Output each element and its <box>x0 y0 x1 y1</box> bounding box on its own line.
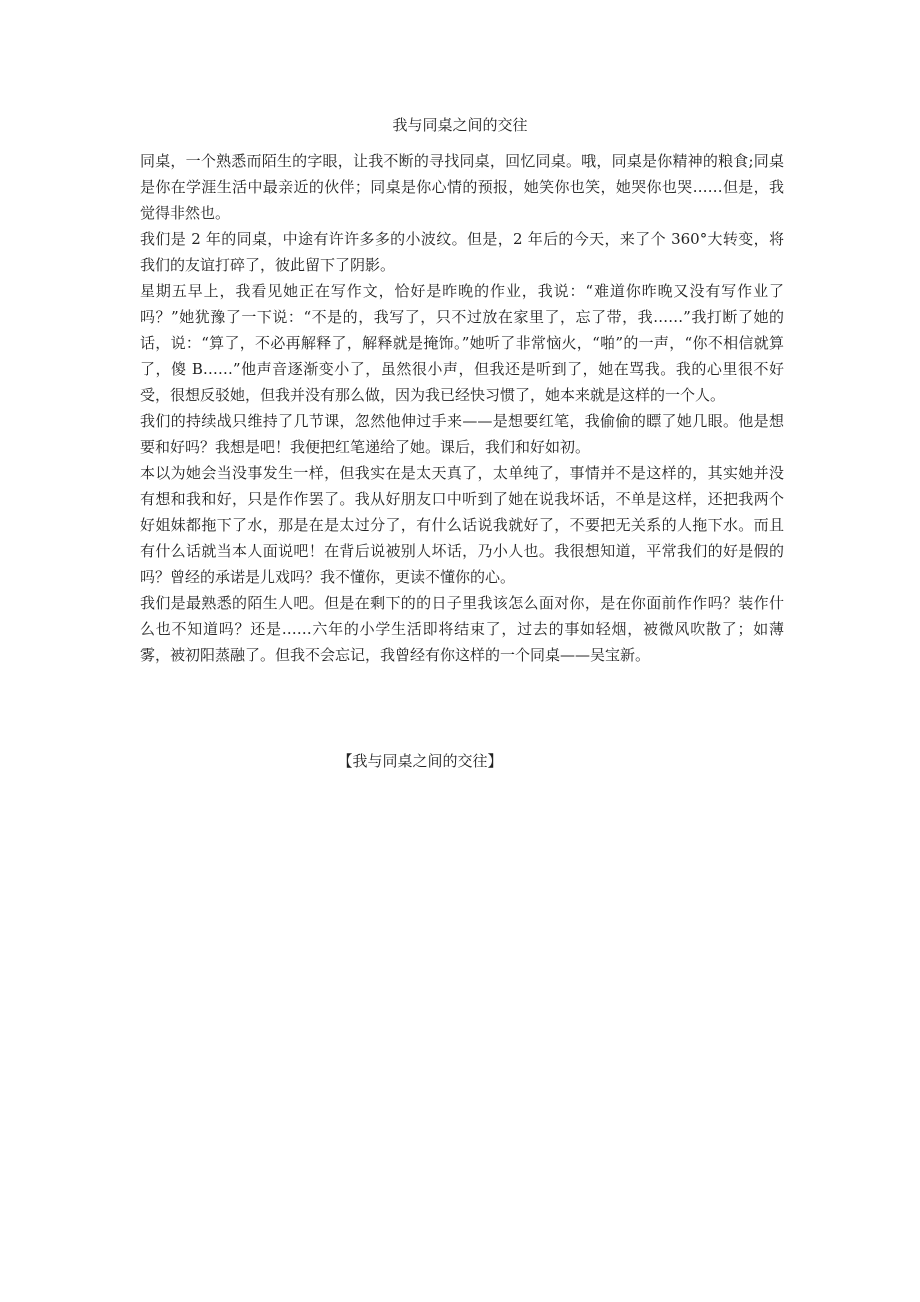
paragraph-6: 我们是最熟悉的陌生人吧。但是在剩下的的日子里我该怎么面对你，是在你面前作作吗？装作什么也不知道吗？还是……六年的小学生活即将结束了，过去的事如轻烟，被微风吹散了；如薄雾，被初阳蒸融了。但我不会忘记，我曾经有你这样的一个同桌——吴宝新。 <box>140 594 784 664</box>
paragraph-4: 我们的持续战只维持了几节课，忽然他伸过手来——是想要红笔，我偷偷的瞟了她几眼。他是想要和好吗？我想是吧！我便把红笔递给了她。课后，我们和好如初。 <box>140 412 784 456</box>
paragraph-2: 我们是 2 年的同桌，中途有许许多多的小波纹。但是，2 年后的今天，来了个 360°大转变，将我们的友谊打碎了，彼此留下了阴影。 <box>140 230 784 274</box>
paragraph-1: 同桌，一个熟悉而陌生的字眼，让我不断的寻找同桌，回忆同桌。哦，同桌是你精神的粮食;同桌是你在学涯生活中最亲近的伙伴；同桌是你心情的预报，她笑你也笑，她哭你也哭……但是，我觉得非然也。 <box>140 152 784 222</box>
document-body <box>140 148 784 668</box>
paragraph-5: 本以为她会当没事发生一样，但我实在是太天真了，太单纯了，事情并不是这样的，其实她并没有想和我和好，只是作作罢了。我从好朋友口中听到了她在说我坏话，不单是这样，还把我两个好姐妹都拖下了水，那是在是太过分了，有什么话说我就好了，不要把无关系的人拖下水。而且有什么话就当本人面说吧！在背后说被别人坏话，乃小人也。我很想知道，平常我们的好是假的吗？曾经的承诺是儿戏吗？我不懂你，更读不懂你的心。 <box>140 464 784 586</box>
paragraph-3: 星期五早上，我看见她正在写作文，恰好是昨晚的作业，我说：“难道你昨晚又没有写作业了吗？”她犹豫了一下说：“不是的，我写了，只不过放在家里了，忘了带，我……”我打断了她的话，说：“算了，不必再解释了，解释就是掩饰。”她听了非常恼火，“啪”的一声，“你不相信就算了，傻 B……”他声音逐渐变小了，虽然很小声，但我还是听到了，她在骂我。我的心里很不好受，很想反驳她，但我并没有那么做，因为我已经快习惯了，她本来就是这样的一个人。 <box>140 282 784 404</box>
footer-title: 【我与同桌之间的交往】 <box>337 752 503 770</box>
document-title: 我与同桌之间的交往 <box>392 116 528 134</box>
